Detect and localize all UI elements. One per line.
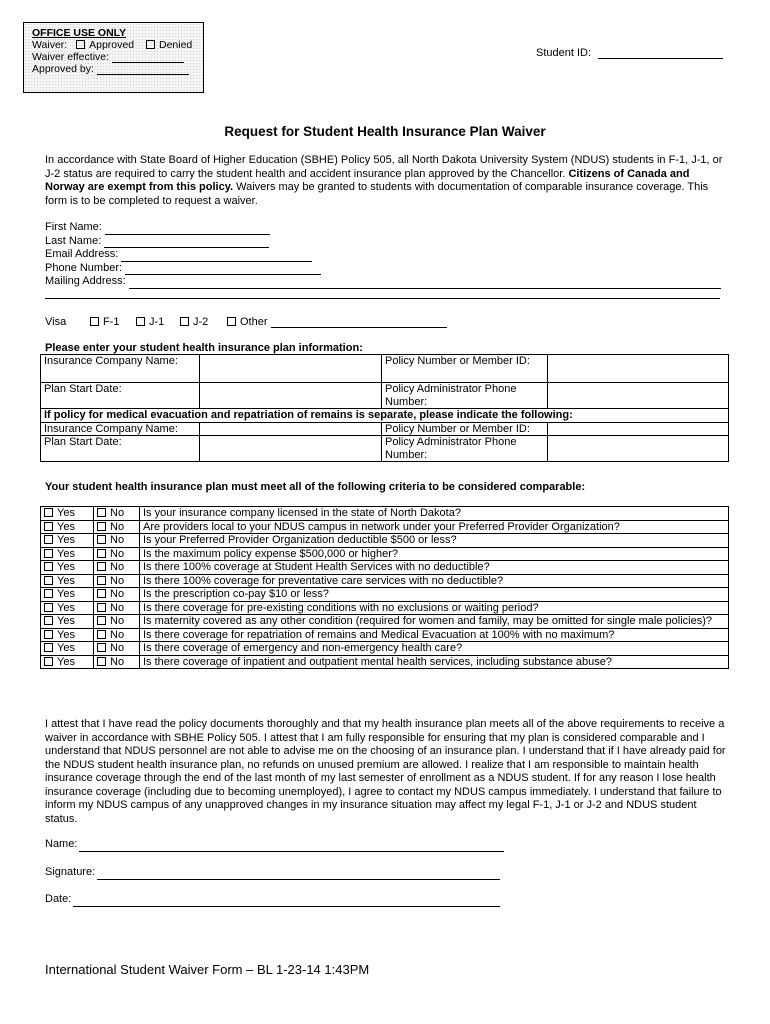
yes-label: Yes xyxy=(57,520,75,533)
evac-admin-phone-label: Policy Administrator Phone Number: xyxy=(382,436,548,462)
criteria-row xyxy=(41,588,729,602)
no-label: No xyxy=(110,628,125,641)
criteria-row xyxy=(41,547,729,561)
visa-row xyxy=(45,316,66,328)
signature-name-row xyxy=(45,838,504,852)
yes-label: Yes xyxy=(57,615,75,627)
mailing-address-label: Mailing Address: xyxy=(45,275,126,287)
yes-label: Yes xyxy=(57,547,75,560)
checkbox-icon[interactable] xyxy=(97,562,106,571)
email-row xyxy=(45,248,312,262)
criteria-heading: Your student health insurance plan must meet all of the following criteria to be considered comparable: xyxy=(45,481,586,493)
visa-option-label: J-2 xyxy=(193,316,209,328)
no-option[interactable] xyxy=(94,547,140,561)
attestation-paragraph: I attest that I have read the policy documents thoroughly and that my health insurance plan meets all of the above requirements to receive a waiver in accordance with SBHE Policy 505. I attest that I am fully responsible for ensuring that my plan is considered comparable and I understand that NDUS personnel are not able to advise me on the choosing of an insurance plan. I understand that if I have already paid for the NDUS student health insurance plan, no refunds on unused premium are allowed. I realize that I am responsible to maintain health insurance coverage through the end of the last month of my last semester of enrollment as a NDUS student. If for any reason I lose health insurance coverage (including due to becoming unemployed), I agree to contact my NDUS campus immediately. I understand that failure to inform my NDUS campus of any unapproved changes in my insurance situation may affect my legal F-1, J-1 or J-2 and NDUS student status. xyxy=(45,718,726,825)
checkbox-icon[interactable] xyxy=(136,317,145,326)
yes-option[interactable] xyxy=(41,574,94,588)
waiver-effective-field[interactable] xyxy=(112,52,184,63)
checkbox-icon[interactable] xyxy=(97,643,106,652)
checkbox-icon[interactable] xyxy=(97,630,106,639)
no-label: No xyxy=(110,588,125,600)
yes-label: Yes xyxy=(57,628,75,641)
evac-policy-number-field[interactable] xyxy=(548,422,729,436)
checkbox-icon[interactable] xyxy=(44,603,53,612)
checkbox-icon[interactable] xyxy=(44,508,53,517)
admin-phone-label: Policy Administrator Phone Number: xyxy=(382,383,548,409)
visa-label: Visa xyxy=(45,316,67,328)
criteria-question: Is there 100% coverage at Student Health Services with no deductible? xyxy=(140,561,729,575)
checkbox-icon[interactable] xyxy=(44,630,53,639)
yes-label: Yes xyxy=(57,574,75,587)
student-id-row xyxy=(536,47,723,59)
phone-field[interactable] xyxy=(125,264,321,275)
criteria-row xyxy=(41,574,729,588)
checkbox-icon[interactable] xyxy=(44,549,53,558)
criteria-table xyxy=(40,506,729,669)
plan-start-date-field[interactable] xyxy=(200,383,382,409)
phone-row xyxy=(45,262,321,276)
policy-number-field[interactable] xyxy=(548,355,729,383)
office-use-box xyxy=(23,22,204,93)
criteria-question: Is maternity covered as any other condition (required for women and family, may be omitted for single male policies)? xyxy=(140,615,729,629)
criteria-question: Is there coverage for repatriation of remains and Medical Evacuation at 100% with no maximum? xyxy=(140,628,729,642)
no-label: No xyxy=(110,601,125,614)
waiver-status-row xyxy=(32,39,203,51)
signature-field[interactable] xyxy=(97,869,500,880)
no-label: No xyxy=(110,520,125,533)
criteria-row xyxy=(41,655,729,669)
date-field[interactable] xyxy=(73,896,500,907)
no-label: No xyxy=(110,655,125,668)
evac-admin-phone-field[interactable] xyxy=(548,436,729,462)
signature-label: Signature: xyxy=(45,866,96,878)
criteria-row xyxy=(41,561,729,575)
visa-option-label: J-1 xyxy=(149,316,165,328)
yes-option[interactable] xyxy=(41,615,94,629)
evacuation-heading: If policy for medical evacuation and repatriation of remains is separate, please indicate the following: xyxy=(41,409,729,423)
office-use-heading: OFFICE USE ONLY xyxy=(32,27,127,39)
insurance-heading: Please enter your student health insurance plan information: xyxy=(45,342,363,354)
criteria-question: Is there coverage of inpatient and outpatient mental health services, including substance abuse? xyxy=(140,655,729,669)
criteria-row xyxy=(41,520,729,534)
last-name-field[interactable] xyxy=(104,237,269,248)
approved-by-label: Approved by: xyxy=(32,63,94,75)
yes-option[interactable] xyxy=(41,534,94,548)
no-label: No xyxy=(110,615,125,627)
criteria-row xyxy=(41,507,729,521)
checkbox-icon[interactable] xyxy=(97,616,106,625)
criteria-question: Is the prescription co-pay $10 or less? xyxy=(140,588,729,602)
no-option[interactable] xyxy=(94,655,140,669)
checkbox-icon[interactable] xyxy=(97,549,106,558)
criteria-row xyxy=(41,601,729,615)
approved-by-row xyxy=(32,63,203,75)
student-id-label: Student ID: xyxy=(536,47,592,59)
no-option[interactable] xyxy=(94,628,140,642)
checkbox-icon[interactable] xyxy=(97,657,106,666)
page-title: Request for Student Health Insurance Plan Waiver xyxy=(224,124,546,139)
yes-option[interactable] xyxy=(41,547,94,561)
criteria-question: Is there coverage of emergency and non-emergency health care? xyxy=(140,642,729,656)
signature-name-field[interactable] xyxy=(79,841,504,852)
insurance-company-field[interactable] xyxy=(200,355,382,383)
approved-by-field[interactable] xyxy=(97,64,189,75)
yes-option[interactable] xyxy=(41,507,94,521)
criteria-row xyxy=(41,534,729,548)
checkbox-icon[interactable] xyxy=(44,643,53,652)
checkbox-icon[interactable] xyxy=(44,522,53,531)
insurance-table xyxy=(40,354,729,462)
email-field[interactable] xyxy=(121,251,312,262)
mailing-address-row xyxy=(45,275,725,289)
phone-label: Phone Number: xyxy=(45,261,123,274)
criteria-question: Is the maximum policy expense $500,000 or higher? xyxy=(140,547,729,561)
footer-text: International Student Waiver Form – BL 1-23-14 1:43PM xyxy=(45,962,370,977)
mailing-address-field[interactable] xyxy=(129,278,721,289)
visa-option-label: F-1 xyxy=(103,316,120,328)
intro-text-2: Waivers may be granted to students with documentation of comparable insurance coverage. This form is to be completed to request a waiver. xyxy=(45,181,709,207)
visa-option-other[interactable] xyxy=(227,316,447,328)
last-name-label: Last Name: xyxy=(45,234,102,247)
checkbox-icon[interactable] xyxy=(97,603,106,612)
evac-company-label: Insurance Company Name: xyxy=(41,422,200,436)
last-name-row xyxy=(45,235,269,249)
signature-name-label: Name: xyxy=(45,838,78,850)
visa-option-label: Other xyxy=(240,316,268,328)
visa-option-f1[interactable] xyxy=(90,316,120,328)
no-option[interactable] xyxy=(94,534,140,548)
first-name-label: First Name: xyxy=(45,221,102,233)
plan-start-date-label: Plan Start Date: xyxy=(41,383,200,409)
yes-option[interactable] xyxy=(41,588,94,602)
denied-label: Denied xyxy=(159,39,193,51)
evac-policy-number-label: Policy Number or Member ID: xyxy=(382,422,548,436)
mailing-address-line-2[interactable] xyxy=(45,298,720,299)
checkbox-icon[interactable] xyxy=(97,508,106,517)
yes-label: Yes xyxy=(57,655,75,668)
no-label: No xyxy=(110,561,125,573)
yes-option[interactable] xyxy=(41,520,94,534)
date-label: Date: xyxy=(45,893,72,905)
yes-label: Yes xyxy=(57,534,75,546)
yes-label: Yes xyxy=(57,507,75,519)
waiver-label: Waiver: xyxy=(32,39,68,51)
no-option[interactable] xyxy=(94,507,140,521)
criteria-question: Are providers local to your NDUS campus in network under your Preferred Provider Organization? xyxy=(140,520,729,534)
criteria-question: Is your Preferred Provider Organization deductible $500 or less? xyxy=(140,534,729,548)
criteria-row xyxy=(41,642,729,656)
checkbox-icon[interactable] xyxy=(180,317,189,326)
checkbox-icon[interactable] xyxy=(90,317,99,326)
yes-label: Yes xyxy=(57,561,75,573)
checkbox-icon[interactable] xyxy=(97,576,106,585)
no-option[interactable] xyxy=(94,520,140,534)
intro-text-1: In accordance with State Board of Higher Education (SBHE) Policy 505, all North Dakota University System (NDUS) students in F-1, J-1, or J-2 status are required to carry the student health and accident insurance plan approved by the Chancellor. xyxy=(45,154,723,180)
yes-label: Yes xyxy=(57,588,75,600)
checkbox-icon[interactable] xyxy=(44,562,53,571)
checkbox-icon[interactable] xyxy=(44,589,53,598)
criteria-question: Is there coverage for pre-existing conditions with no exclusions or waiting period? xyxy=(140,601,729,615)
checkbox-icon[interactable] xyxy=(97,589,106,598)
visa-option-j2[interactable] xyxy=(180,316,208,328)
yes-option[interactable] xyxy=(41,642,94,656)
criteria-row xyxy=(41,628,729,642)
checkbox-icon[interactable] xyxy=(97,522,106,531)
checkbox-icon[interactable] xyxy=(227,317,236,326)
criteria-row xyxy=(41,615,729,629)
intro-bold: Citizens of Canada and Norway are exempt from this policy. xyxy=(45,167,690,193)
email-label: Email Address: xyxy=(45,248,119,260)
checkbox-icon[interactable] xyxy=(44,535,53,544)
no-label: No xyxy=(110,547,125,560)
intro-paragraph xyxy=(45,154,725,208)
yes-option[interactable] xyxy=(41,628,94,642)
visa-other-field[interactable] xyxy=(271,317,447,328)
no-option[interactable] xyxy=(94,615,140,629)
waiver-effective-row xyxy=(32,51,203,63)
admin-phone-field[interactable] xyxy=(548,383,729,409)
evac-start-date-field[interactable] xyxy=(200,436,382,462)
yes-option[interactable] xyxy=(41,655,94,669)
yes-label: Yes xyxy=(57,601,75,614)
policy-number-label: Policy Number or Member ID: xyxy=(382,355,548,383)
first-name-row xyxy=(45,221,270,235)
no-option[interactable] xyxy=(94,561,140,575)
yes-option[interactable] xyxy=(41,561,94,575)
no-option[interactable] xyxy=(94,574,140,588)
denied-checkbox[interactable] xyxy=(146,40,155,49)
no-option[interactable] xyxy=(94,588,140,602)
insurance-company-label: Insurance Company Name: xyxy=(41,355,200,383)
evac-start-date-label: Plan Start Date: xyxy=(41,436,200,462)
criteria-question: Is your insurance company licensed in the state of North Dakota? xyxy=(140,507,729,521)
evac-company-field[interactable] xyxy=(200,422,382,436)
criteria-question: Is there 100% coverage for preventative care services with no deductible? xyxy=(140,574,729,588)
visa-option-j1[interactable] xyxy=(136,316,164,328)
waiver-effective-label: Waiver effective: xyxy=(32,51,110,63)
yes-label: Yes xyxy=(57,642,75,654)
no-label: No xyxy=(110,574,125,587)
no-option[interactable] xyxy=(94,642,140,656)
checkbox-icon[interactable] xyxy=(44,576,53,585)
approved-checkbox[interactable] xyxy=(76,40,85,49)
checkbox-icon[interactable] xyxy=(97,535,106,544)
no-option[interactable] xyxy=(94,601,140,615)
checkbox-icon[interactable] xyxy=(44,616,53,625)
no-label: No xyxy=(110,642,125,654)
first-name-field[interactable] xyxy=(105,224,270,235)
checkbox-icon[interactable] xyxy=(44,657,53,666)
date-row xyxy=(45,893,500,907)
approved-label: Approved xyxy=(89,39,135,51)
no-label: No xyxy=(110,507,125,519)
no-label: No xyxy=(110,534,125,546)
student-id-field[interactable] xyxy=(598,48,723,59)
yes-option[interactable] xyxy=(41,601,94,615)
signature-row xyxy=(45,866,500,880)
